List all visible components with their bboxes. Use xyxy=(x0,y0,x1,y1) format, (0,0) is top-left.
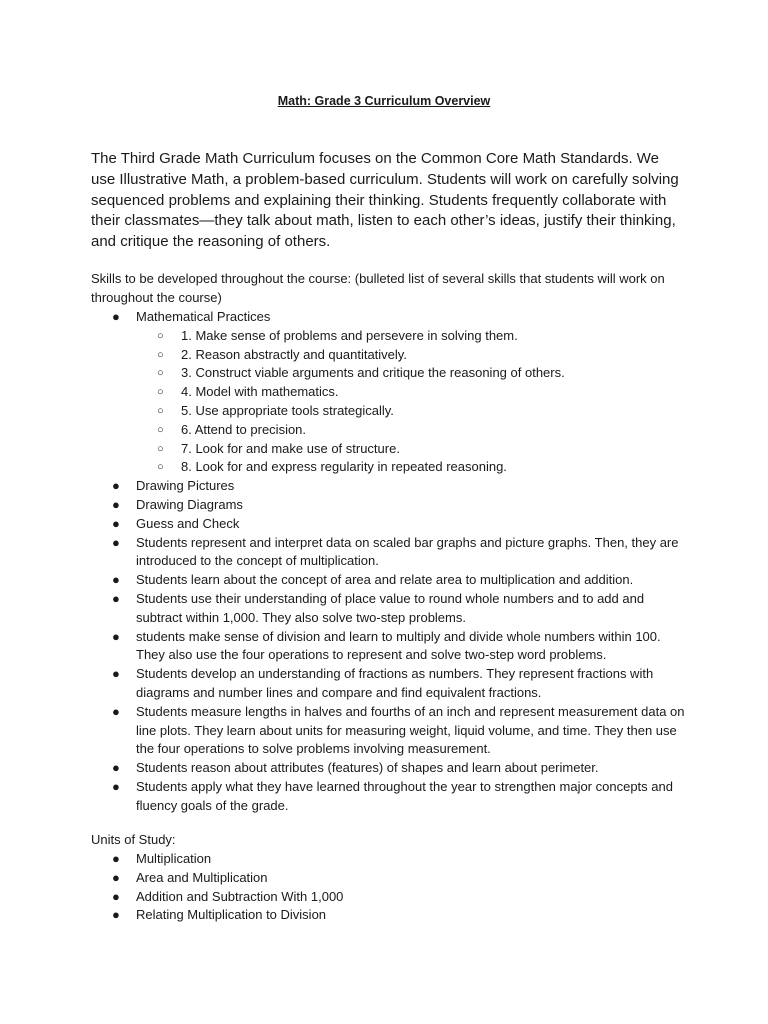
bullet-marker: ● xyxy=(112,888,120,904)
skill-item xyxy=(91,571,686,590)
list-item-text: 8. Look for and express regularity in repeated reasoning. xyxy=(181,459,507,475)
list-item-text: 6. Attend to precision. xyxy=(181,421,307,437)
bullet-marker: ● xyxy=(112,778,120,794)
units-label: Units of Study: xyxy=(91,832,176,847)
skill-item xyxy=(91,590,686,628)
skill-item xyxy=(91,477,686,496)
list-item-text: Students represent and interpret data on scaled bar graphs and picture graphs. Then, they are introduced to the concept of multiplication. xyxy=(136,534,679,569)
bullet-marker: ○ xyxy=(157,423,164,436)
practice-item xyxy=(136,364,686,383)
bullet-marker: ● xyxy=(112,851,120,866)
list-item-text: Drawing Diagrams xyxy=(136,496,243,512)
skills-intro: Skills to be developed throughout the course: (bulleted list of several skills that students will work on throughout the course) xyxy=(91,271,665,305)
list-item-text: Students develop an understanding of fractions as numbers. They represent fractions with diagrams and number lines and compare and find equivalent fractions. xyxy=(136,666,654,700)
skill-item xyxy=(91,308,686,477)
skill-item xyxy=(91,703,686,759)
bullet-marker: ○ xyxy=(157,348,164,361)
list-item-text: 1. Make sense of problems and persevere in solving them. xyxy=(181,327,518,343)
list-item-text: 3. Construct viable arguments and critique the reasoning of others. xyxy=(181,365,565,381)
list-item-text: Students reason about attributes (features) of shapes and learn about perimeter. xyxy=(136,760,599,776)
bullet-marker: ● xyxy=(112,760,120,776)
bullet-marker: ● xyxy=(112,628,120,644)
bullet-marker: ○ xyxy=(157,367,164,380)
unit-item xyxy=(91,906,686,925)
practice-item xyxy=(136,383,686,402)
list-item-text: Students use their understanding of place value to round whole numbers and to add and subtract within 1,000. They also solve two-step problems. xyxy=(136,590,645,625)
practice-item xyxy=(136,421,686,440)
bullet-marker: ● xyxy=(112,478,120,494)
bullet-marker: ● xyxy=(112,496,120,512)
practice-item xyxy=(136,327,686,346)
unit-item xyxy=(91,869,686,888)
skill-item xyxy=(91,665,686,703)
list-item-text: Students learn about the concept of area and relate area to multiplication and addition. xyxy=(136,572,634,588)
bullet-marker: ● xyxy=(112,590,120,606)
intro-paragraph: The Third Grade Math Curriculum focuses on the Common Core Math Standards. We use Illustrative Math, a problem-based curriculum. Students will work on carefully solving sequenced problems and explaining their thinking. Students frequently collaborate with their classmates—they talk about math, listen to each other’s ideas, justify their thinking, and critique the reasoning of others. xyxy=(91,150,679,251)
list-item-text: 7. Look for and make use of structure. xyxy=(181,440,400,456)
unit-item xyxy=(91,888,686,907)
skills-list xyxy=(91,308,686,816)
list-item-text: Multiplication xyxy=(136,851,212,866)
bullet-marker: ● xyxy=(112,869,120,885)
bullet-marker: ○ xyxy=(157,442,164,455)
bullet-marker: ● xyxy=(112,515,120,531)
bullet-marker: ○ xyxy=(157,461,164,474)
list-item-text: Relating Multiplication to Division xyxy=(136,907,327,923)
practice-item xyxy=(136,346,686,365)
bullet-marker: ● xyxy=(112,309,120,324)
skill-item xyxy=(91,534,686,572)
bullet-marker: ○ xyxy=(157,329,164,342)
list-item-text: Mathematical Practices xyxy=(136,309,271,324)
units-list xyxy=(91,850,686,925)
list-item-text: Students apply what they have learned throughout the year to strengthen major concepts and fluency goals of the grade. xyxy=(136,778,673,813)
document-title: Math: Grade 3 Curriculum Overview xyxy=(277,94,491,108)
skill-item xyxy=(91,628,686,666)
list-item-text: 4. Model with mathematics. xyxy=(181,384,339,400)
practice-item xyxy=(136,402,686,421)
bullet-marker: ● xyxy=(112,572,120,588)
bullet-marker: ● xyxy=(112,666,120,682)
skill-item xyxy=(91,496,686,515)
list-item-text: Area and Multiplication xyxy=(136,869,268,885)
skill-item xyxy=(91,759,686,778)
unit-item xyxy=(91,850,686,869)
list-item-text: Addition and Subtraction With 1,000 xyxy=(136,888,344,904)
bullet-marker: ○ xyxy=(157,404,164,417)
bullet-marker: ● xyxy=(112,907,120,923)
skill-item xyxy=(91,515,686,534)
bullet-marker: ● xyxy=(112,703,120,719)
practice-item xyxy=(136,458,686,477)
bullet-marker: ● xyxy=(112,534,120,550)
list-item-text: Students measure lengths in halves and fourths of an inch and represent measurement data on line plots. They learn about units for measuring weight, liquid volume, and time. They then use the four operations to solve problems involving measurement. xyxy=(136,703,685,757)
practices-sublist xyxy=(136,327,686,477)
skill-item xyxy=(91,778,686,816)
practice-item xyxy=(136,440,686,459)
list-item-text: 2. Reason abstractly and quantitatively. xyxy=(181,346,407,362)
list-item-text: students make sense of division and learn to multiply and divide whole numbers within 100. They also use the four operations to represent and solve two-step word problems. xyxy=(136,628,661,663)
list-item-text: Drawing Pictures xyxy=(136,478,235,494)
bullet-marker: ○ xyxy=(157,386,164,399)
list-item-text: Guess and Check xyxy=(136,515,240,531)
list-item-text: 5. Use appropriate tools strategically. xyxy=(181,402,394,418)
